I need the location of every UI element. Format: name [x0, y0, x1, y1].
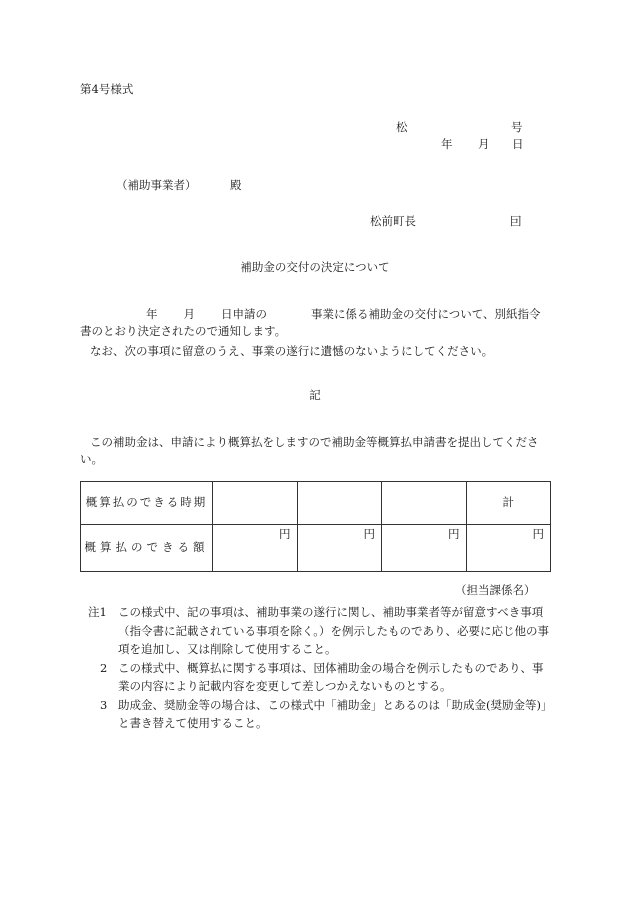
amount-cell	[297, 525, 382, 572]
sender-name: 松前町長	[370, 214, 416, 228]
seal-mark: 囙	[510, 214, 522, 228]
addressee: （補助事業者）	[116, 178, 197, 192]
caution-paragraph: なお、次の事項に留意のうえ、事業の遂行に遺憾のないようにしてください。	[90, 344, 494, 358]
amount-cell	[213, 525, 298, 572]
date-month: 月	[478, 137, 490, 151]
timing-cell	[213, 482, 298, 525]
yen-unit: 円	[363, 527, 375, 541]
note-item	[88, 696, 550, 733]
notice-day: 日申請の	[221, 307, 267, 321]
timing-label-cell	[81, 482, 213, 525]
yen-unit: 円	[448, 527, 460, 541]
note-text: 助成金、奨励金等の場合は、この様式中「補助金」とあるのは「助成金(奨励金等)」と書き替えて使用すること。	[118, 697, 547, 730]
advance-payment-table	[80, 481, 551, 572]
amount-label: 概算払のできる額	[84, 540, 209, 555]
notice-paragraph	[80, 306, 550, 340]
total-header-cell	[466, 482, 551, 525]
total-label: 計	[502, 495, 514, 510]
notice-text: 事業に係る補助金の交付について、別紙指令書のとおり決定されたので通知します。	[80, 307, 541, 338]
amount-cell	[382, 525, 467, 572]
reference-suffix: 号	[511, 120, 523, 134]
yen-unit: 円	[532, 527, 544, 541]
notice-month: 月	[183, 307, 195, 321]
table-row	[81, 525, 551, 572]
notes-section	[88, 603, 550, 733]
timing-label: 概算払のできる時期	[85, 495, 208, 510]
honorific: 殿	[230, 178, 242, 192]
note-item	[88, 603, 550, 659]
note-number: 注1	[88, 605, 107, 619]
timing-cell	[382, 482, 467, 525]
table-row	[81, 482, 551, 525]
document-title: 補助金の交付の決定について	[240, 260, 390, 274]
reference-prefix: 松	[396, 120, 408, 134]
note-text: この様式中、概算払に関する事項は、団体補助金の場合を例示したものであり、事業の内容により記載内容を変更して差しつかえないものとする。	[118, 660, 544, 693]
amount-total-cell	[466, 525, 551, 572]
yen-unit: 円	[279, 527, 291, 541]
amount-label-cell	[81, 525, 213, 572]
ki-heading: 記	[309, 388, 321, 402]
department-label: （担当課係名）	[455, 583, 536, 597]
date-day: 日	[512, 137, 524, 151]
form-number: 第4号様式	[80, 82, 134, 96]
advance-payment-paragraph: この補助金は、申請により概算払をしますので補助金等概算払申請書を提出してください。	[80, 435, 539, 466]
date-year: 年	[441, 137, 453, 151]
note-item	[88, 659, 550, 696]
note-number: 3	[100, 697, 108, 712]
timing-cell	[297, 482, 382, 525]
note-text: この様式中、記の事項は、補助事業の遂行に関し、補助事業者等が留意すべき事項（指令書に記載されている事項を除く。）を例示したものであり、必要に応じ他の事項を追加し、又は削除して使用すること。	[118, 605, 550, 656]
notice-year: 年	[146, 307, 158, 321]
note-number: 2	[100, 660, 108, 675]
